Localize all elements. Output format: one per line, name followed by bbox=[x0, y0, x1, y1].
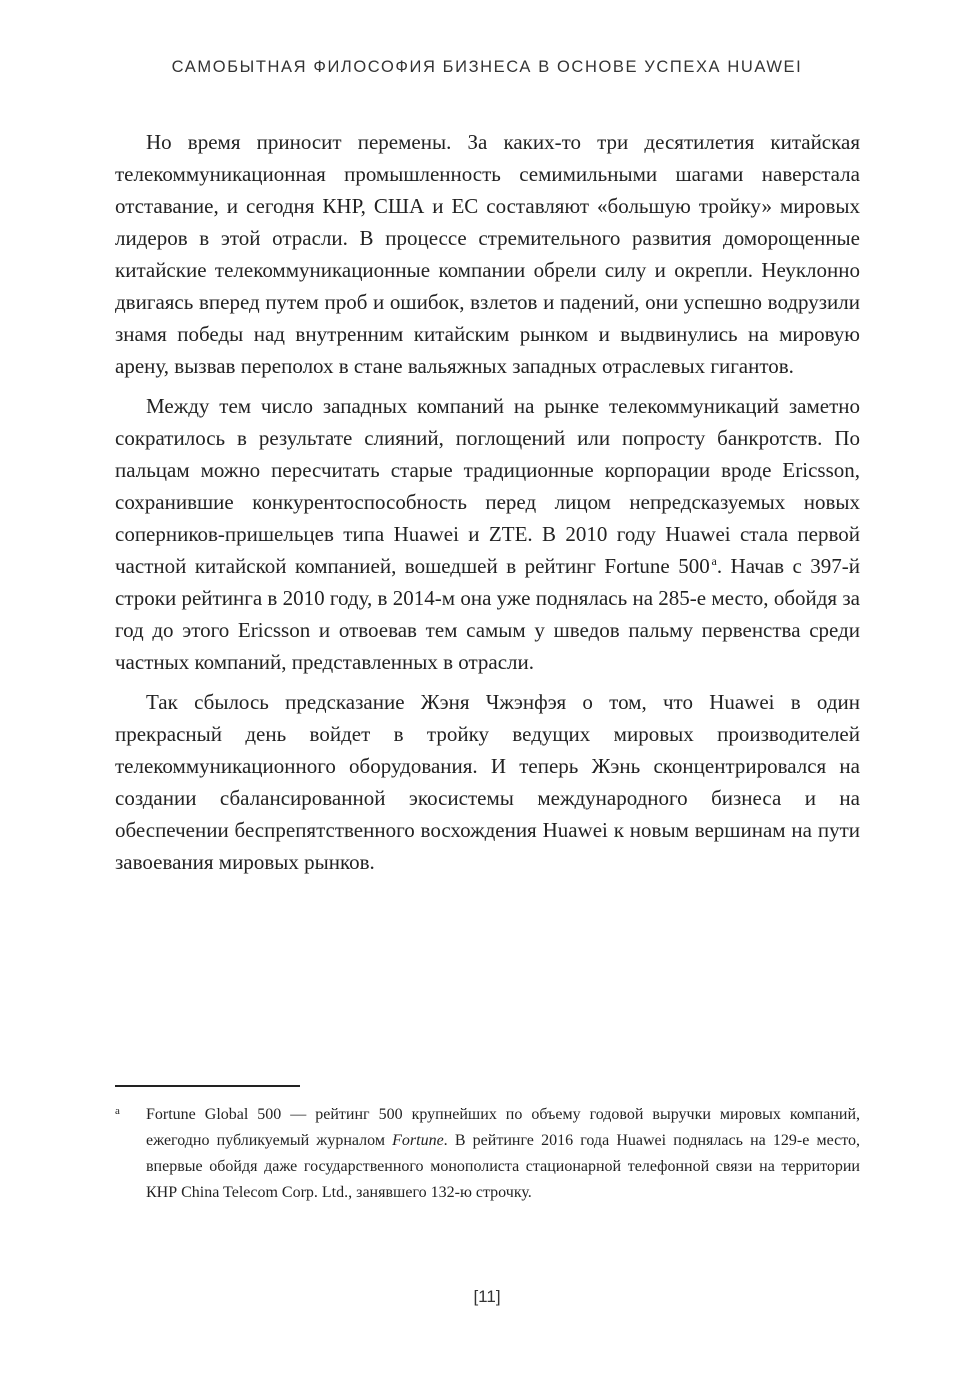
paragraph-2-text-end: . Начав с 397-й строки рейтинга в 2010 году, в 2014-м она уже поднялась на 285-е место, обойдя за год до этого Ericsson и отвоевав тем самым у шведов пальму первенства среди частных компаний, представленных в отрасли. bbox=[115, 554, 861, 674]
footnote-text-end: . В рейтинге 2016 года Huawei поднялась на 129-е место, впервые обойдя даже государственного монополиста стационарной телефонной связи на территории КНР China Telecom Corp. Ltd., занявшего 132-ю строчку. bbox=[146, 1132, 860, 1201]
paragraph-2 bbox=[115, 390, 860, 678]
paragraph-3: Так сбылось предсказание Жэня Чжэнфэя о том, что Huawei в один прекрасный день войдет в тройку ведущих мировых производителей телекоммуникационного оборудования. И теперь Жэнь сконцентрировался на создании сбалансированной экосистемы международного бизнеса и на обеспечении беспрепятственного восхождения Huawei к новым вершинам на пути завоевания мировых рынков. bbox=[115, 690, 860, 874]
footnote-reference-marker: a bbox=[711, 554, 717, 568]
footnote-journal-name: Fortune bbox=[392, 1132, 444, 1149]
page-number: [11] bbox=[473, 1287, 501, 1306]
footnote-separator bbox=[115, 1085, 300, 1087]
footnote-text bbox=[146, 1102, 860, 1206]
footnote-marker: a bbox=[115, 1105, 120, 1117]
footnote bbox=[115, 1102, 860, 1206]
running-title: САМОБЫТНАЯ ФИЛОСОФИЯ БИЗНЕСА В ОСНОВЕ УСПЕХА HUAWEI bbox=[171, 58, 803, 76]
paragraph-2-text-start: Между тем число западных компаний на рынке телекоммуникаций заметно сократилось в результате слияний, поглощений или попросту банкротств. По пальцам можно пересчитать старые традиционные корпорации вроде Ericsson, сохранившие конкурентоспособность перед лицом непредсказуемых новых соперников-пришельцев типа Huawei и ZTE. В 2010 году Huawei стала первой частной китайской компанией, вошедшей в рейтинг Fortune 500 bbox=[115, 394, 860, 578]
paragraph-1: Но время приносит перемены. За каких-то три десятилетия китайская телекоммуникационная промышленность семимильными шагами наверстала отставание, и сегодня КНР, США и ЕС составляют «большую тройку» мировых лидеров в этой отрасли. В процессе стремительного развития доморощенные китайские телекоммуникационные компании обрели силу и окрепли. Неуклонно двигаясь вперед путем проб и ошибок, взлетов и падений, они успешно водрузили знамя победы над внутренним китайским рынком и выдвинулись на мировую арену, вызвав переполох в стане вальяжных западных отраслевых гигантов. bbox=[115, 130, 860, 378]
main-text bbox=[115, 126, 860, 886]
footnote-text-start: Fortune Global 500 — рейтинг 500 крупнейших по объему годовой выручки мировых компаний, ежегодно публикуемый журналом bbox=[146, 1106, 860, 1149]
